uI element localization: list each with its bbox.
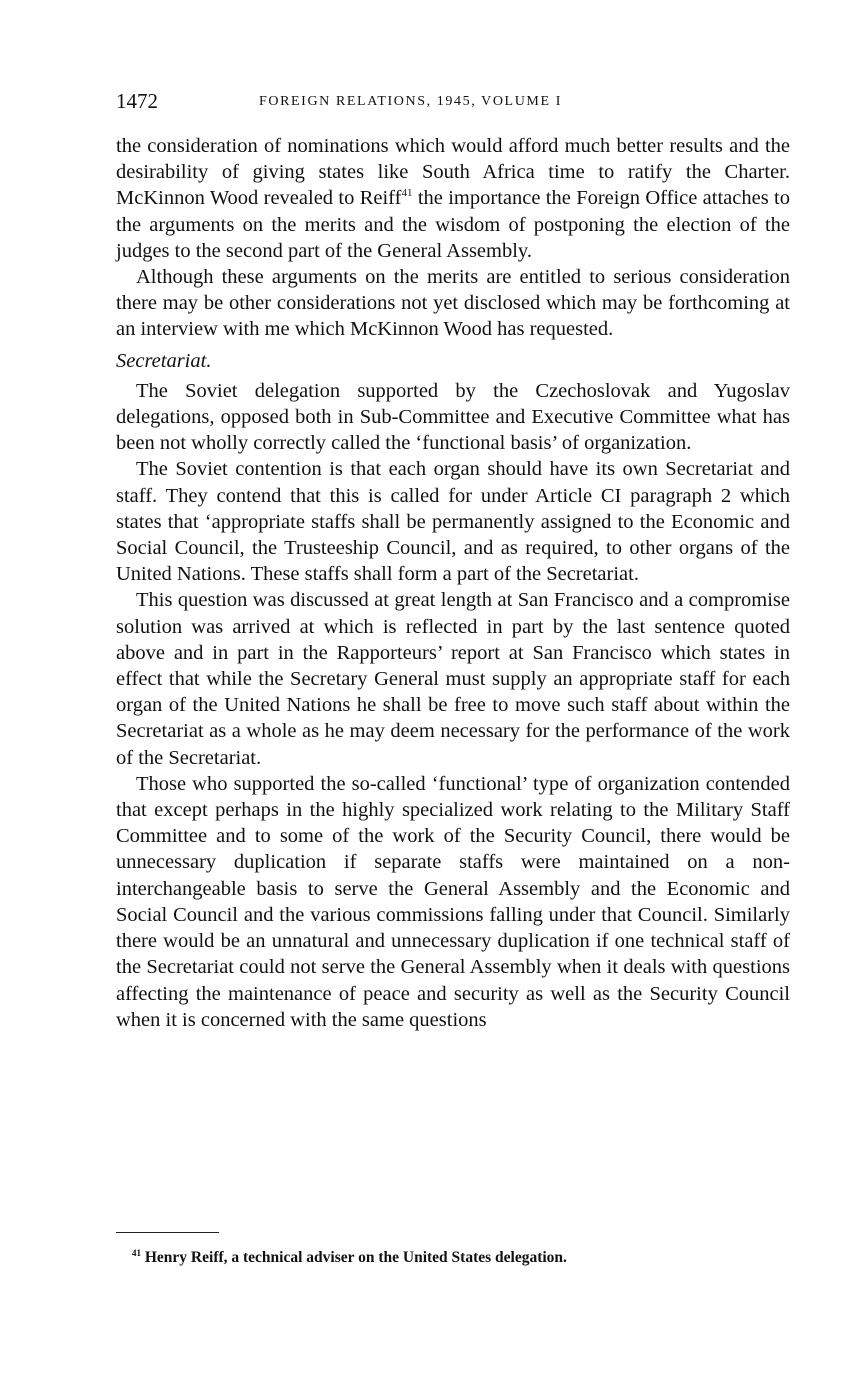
paragraph-6: Those who supported the so-called ‘functional’ type of organization contended that except perhaps in the highly specialized work relating to the Military Staff Committee and to some of the work of the Security Council, there would be unnecessary duplication if separate staffs were maintained on a non-interchangeable basis to serve the General Assembly and the Economic and Social Council and the various commissions falling under that Council. Similarly there would be an unnatural and unnecessary duplication if one technical staff of the Secretariat could not serve the General Assembly when it deals with questions affecting the maintenance of peace and security as well as the Security Council when it is concerned with the same questions — [116, 772, 790, 1031]
footnote — [132, 1249, 567, 1267]
paragraph-2: Although these arguments on the merits are entitled to serious consideration there may be other considerations not yet disclosed which may be forthcoming at an interview with me which McKinnon Wood has requested. — [116, 266, 790, 341]
paragraph-1-text-b: the importance the Foreign Office attaches to the arguments on the merits and the wisdom of postponing the election of the judges to the second part of the General Assembly. — [116, 187, 790, 262]
page-number: 1472 — [116, 89, 158, 113]
footnote-reference[interactable]: 41 — [401, 187, 413, 200]
paragraph-1 — [116, 133, 790, 264]
footnote-divider — [116, 1232, 219, 1233]
footnote-text: Henry Reiff, a technical adviser on the United States delegation. — [141, 1249, 567, 1266]
running-head: FOREIGN RELATIONS, 1945, VOLUME I — [259, 94, 562, 109]
paragraph-4: The Soviet contention is that each organ should have its own Secretariat and staff. They contend that this is called for under Article CI paragraph 2 which states that ‘appropriate staffs shall be permanently assigned to the Economic and Social Council, the Trusteeship Council, and as required, to other organs of the United Nations. These staffs shall form a part of the Secretariat. — [116, 458, 790, 586]
page-header — [116, 89, 790, 119]
footnote-marker: 41 — [132, 1247, 141, 1258]
paragraph-5: This question was discussed at great length at San Francisco and a compromise solution was arrived at which is reflected in part by the last sentence quoted above and in part in the Rapporteurs’ report at San Francisco which states in effect that while the Secretary General must supply an appropriate staff for each organ of the United Nations he shall be free to move such staff about within the Secretariat as a whole as he may deem necessary for the performance of the work of the Secretariat. — [116, 589, 790, 769]
body-text — [116, 133, 790, 1033]
paragraph-1-text-a: the consideration of nominations which would afford much better results and the desirability of giving states like South Africa time to ratify the Charter. McKinnon Wood revealed to Reiff — [116, 135, 790, 210]
section-heading: Secretariat. — [116, 349, 212, 372]
paragraph-3: The Soviet delegation supported by the Czechoslovak and Yugoslav delegations, opposed both in Sub-Committee and Executive Committee what has been not wholly correctly called the ‘functional basis’ of organization. — [116, 379, 790, 455]
